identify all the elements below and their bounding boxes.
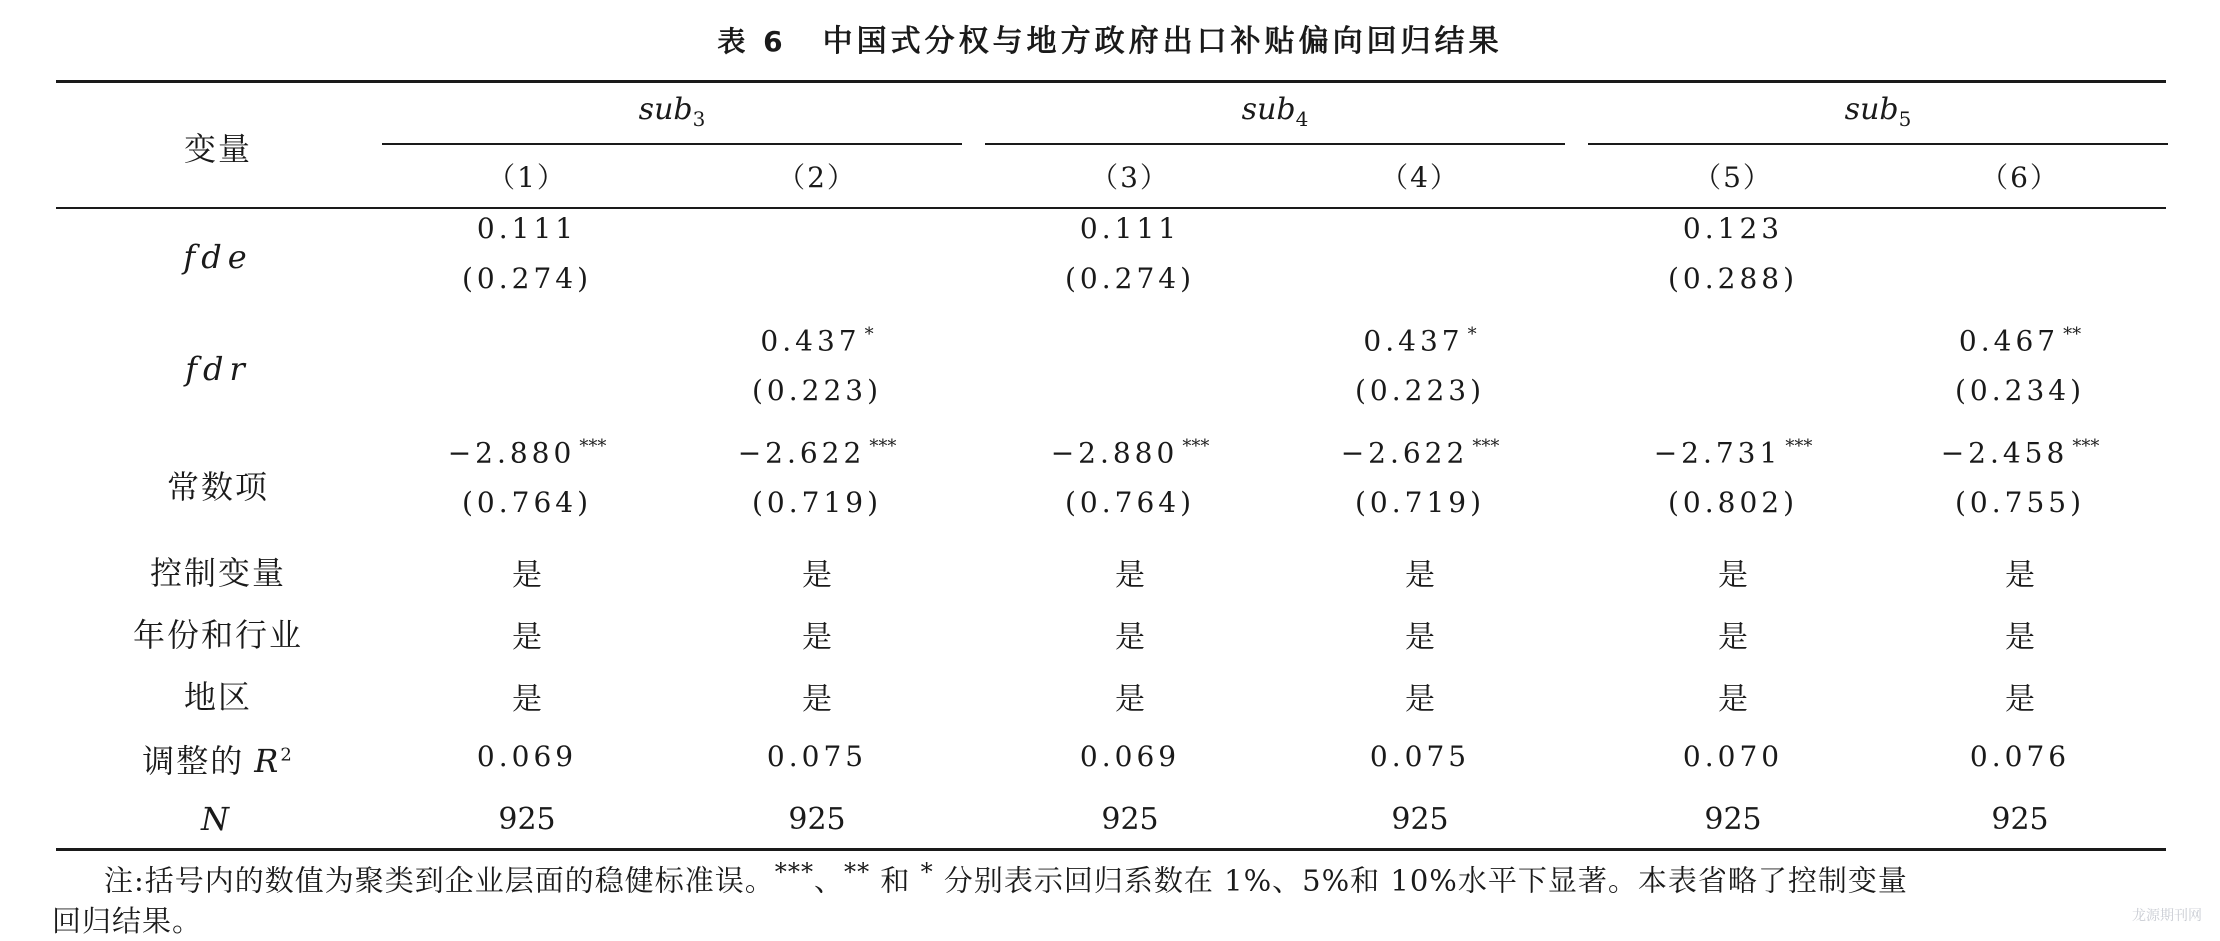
coef-value: −2.458 [1940,436,2069,470]
n-value: 925 [1391,802,1449,837]
coef-cell [1654,436,1813,469]
r2-value: 0.076 [1969,740,2071,773]
std-error-cell: (0.719) [751,486,883,519]
row-label-1: fde [183,238,253,276]
n-label: N [201,800,235,838]
control-value: 是 [1718,682,1748,717]
std-error-cell: (0.755) [1954,486,2086,519]
control-value: 是 [802,558,832,593]
significance-stars: *** [1182,436,1210,457]
r2-value: 0.075 [766,740,868,773]
control-label-3: 地区 [183,678,253,716]
n-value: 925 [1704,802,1762,837]
group-subscript: 4 [1295,107,1309,131]
control-value: 是 [1405,682,1435,717]
control-value: 是 [2005,558,2035,593]
r2-symbol: R [254,742,281,780]
std-error-cell: (0.719) [1354,486,1486,519]
group-base: sub [638,92,693,127]
control-value: 是 [512,558,542,593]
note-prefix: 注:括号内的数值为聚类到企业层面的稳健标准误。 [104,863,775,898]
column-number-5: （5） [1693,161,1773,194]
coef-cell [448,436,607,469]
n-value: 925 [498,802,556,837]
control-value: 是 [1405,620,1435,655]
control-value: 是 [1718,620,1748,655]
control-value: 是 [802,620,832,655]
std-error-cell: (0.764) [461,486,593,519]
coef-value: 0.111 [476,212,578,245]
top-rule [56,80,2166,83]
coef-value: −2.880 [447,436,576,470]
table-title [0,16,2220,60]
watermark: 龙源期刊网 [2132,908,2202,924]
r2-value: 0.069 [476,740,578,773]
header-rule [56,207,2166,209]
r2-power: 2 [280,744,294,766]
coef-value: 0.123 [1682,212,1784,245]
coef-value: 0.437 [760,324,861,358]
column-number-4: （4） [1380,161,1460,194]
note-two-stars: ** [844,858,871,886]
control-value: 是 [1115,682,1145,717]
coef-value: 0.437 [1363,324,1464,358]
note-separator: 、 [814,863,845,898]
row-label-2: fdr [185,350,251,388]
column-number-2: （2） [777,161,857,194]
coef-value: 0.111 [1079,212,1181,245]
control-value: 是 [1405,558,1435,593]
n-value: 925 [1991,802,2049,837]
control-label-1: 控制变量 [149,554,287,592]
significance-stars: *** [1472,436,1500,457]
group-subscript: 3 [692,107,706,131]
row-label-3: 常数项 [166,468,270,506]
significance-stars: *** [2072,436,2100,457]
coef-cell [1959,324,2081,357]
std-error-cell: (0.274) [461,262,593,295]
note-three-stars: *** [774,858,815,886]
significance-stars: * [1467,324,1477,345]
significance-stars: *** [1785,436,1813,457]
control-value: 是 [1115,620,1145,655]
table-note [52,852,2182,941]
r2-value: 0.070 [1682,740,1784,773]
column-number-6: （6） [1980,161,2060,194]
control-value: 是 [802,682,832,717]
coef-value: 0.467 [1958,324,2060,358]
group-underline-2 [985,143,1565,145]
table-caption: 中国式分权与地方政府出口补贴偏向回归结果 [822,24,1503,59]
group-underline-1 [382,143,962,145]
control-value: 是 [2005,682,2035,717]
coef-value: −2.622 [737,436,866,470]
significance-stars: * [864,324,874,345]
std-error-cell: (0.223) [1354,374,1486,407]
std-error-cell: (0.234) [1954,374,2086,407]
group-header-2 [1242,92,1309,131]
note-and: 和 [870,863,921,898]
std-error-cell: (0.764) [1064,486,1196,519]
coef-cell [738,436,897,469]
column-number-1: （1） [487,161,567,194]
n-value: 925 [1101,802,1159,837]
n-value: 925 [788,802,846,837]
control-value: 是 [1115,558,1145,593]
group-subscript: 5 [1898,107,1912,131]
coef-cell [477,212,577,245]
group-header-3 [1845,92,1912,131]
coef-cell [1363,324,1476,357]
note-one-star: * [920,858,934,886]
control-value: 是 [1718,558,1748,593]
header-variable-label: 变量 [183,130,253,168]
r2-value: 0.069 [1079,740,1181,773]
coef-value: −2.622 [1340,436,1469,470]
group-base: sub [1844,92,1899,127]
column-number-3: （3） [1090,161,1170,194]
significance-stars: *** [869,436,897,457]
r2-label [142,736,294,782]
coef-cell [1080,212,1180,245]
std-error-cell: (0.802) [1667,486,1799,519]
std-error-cell: (0.223) [751,374,883,407]
group-underline-3 [1588,143,2168,145]
group-base: sub [1241,92,1296,127]
r2-value: 0.075 [1369,740,1471,773]
coef-value: −2.731 [1653,436,1782,470]
coef-cell [1051,436,1210,469]
coef-value: −2.880 [1050,436,1179,470]
coef-cell [1941,436,2100,469]
coef-cell [760,324,873,357]
note-rest: 分别表示回归系数在 1%、5%和 10%水平下显著。本表省略了控制变量 [933,863,1908,898]
std-error-cell: (0.274) [1064,262,1196,295]
coef-cell [1341,436,1500,469]
control-value: 是 [2005,620,2035,655]
table-number: 表 6 [717,25,787,58]
r2-text: 调整的 [142,742,245,780]
control-label-2: 年份和行业 [132,616,304,654]
control-value: 是 [512,620,542,655]
significance-stars: *** [579,436,607,457]
bottom-rule [56,848,2166,851]
coef-cell [1683,212,1783,245]
significance-stars: ** [2063,324,2082,345]
note-line2: 回归结果。 [52,903,203,938]
control-value: 是 [512,682,542,717]
std-error-cell: (0.288) [1667,262,1799,295]
group-header-1 [639,92,706,131]
